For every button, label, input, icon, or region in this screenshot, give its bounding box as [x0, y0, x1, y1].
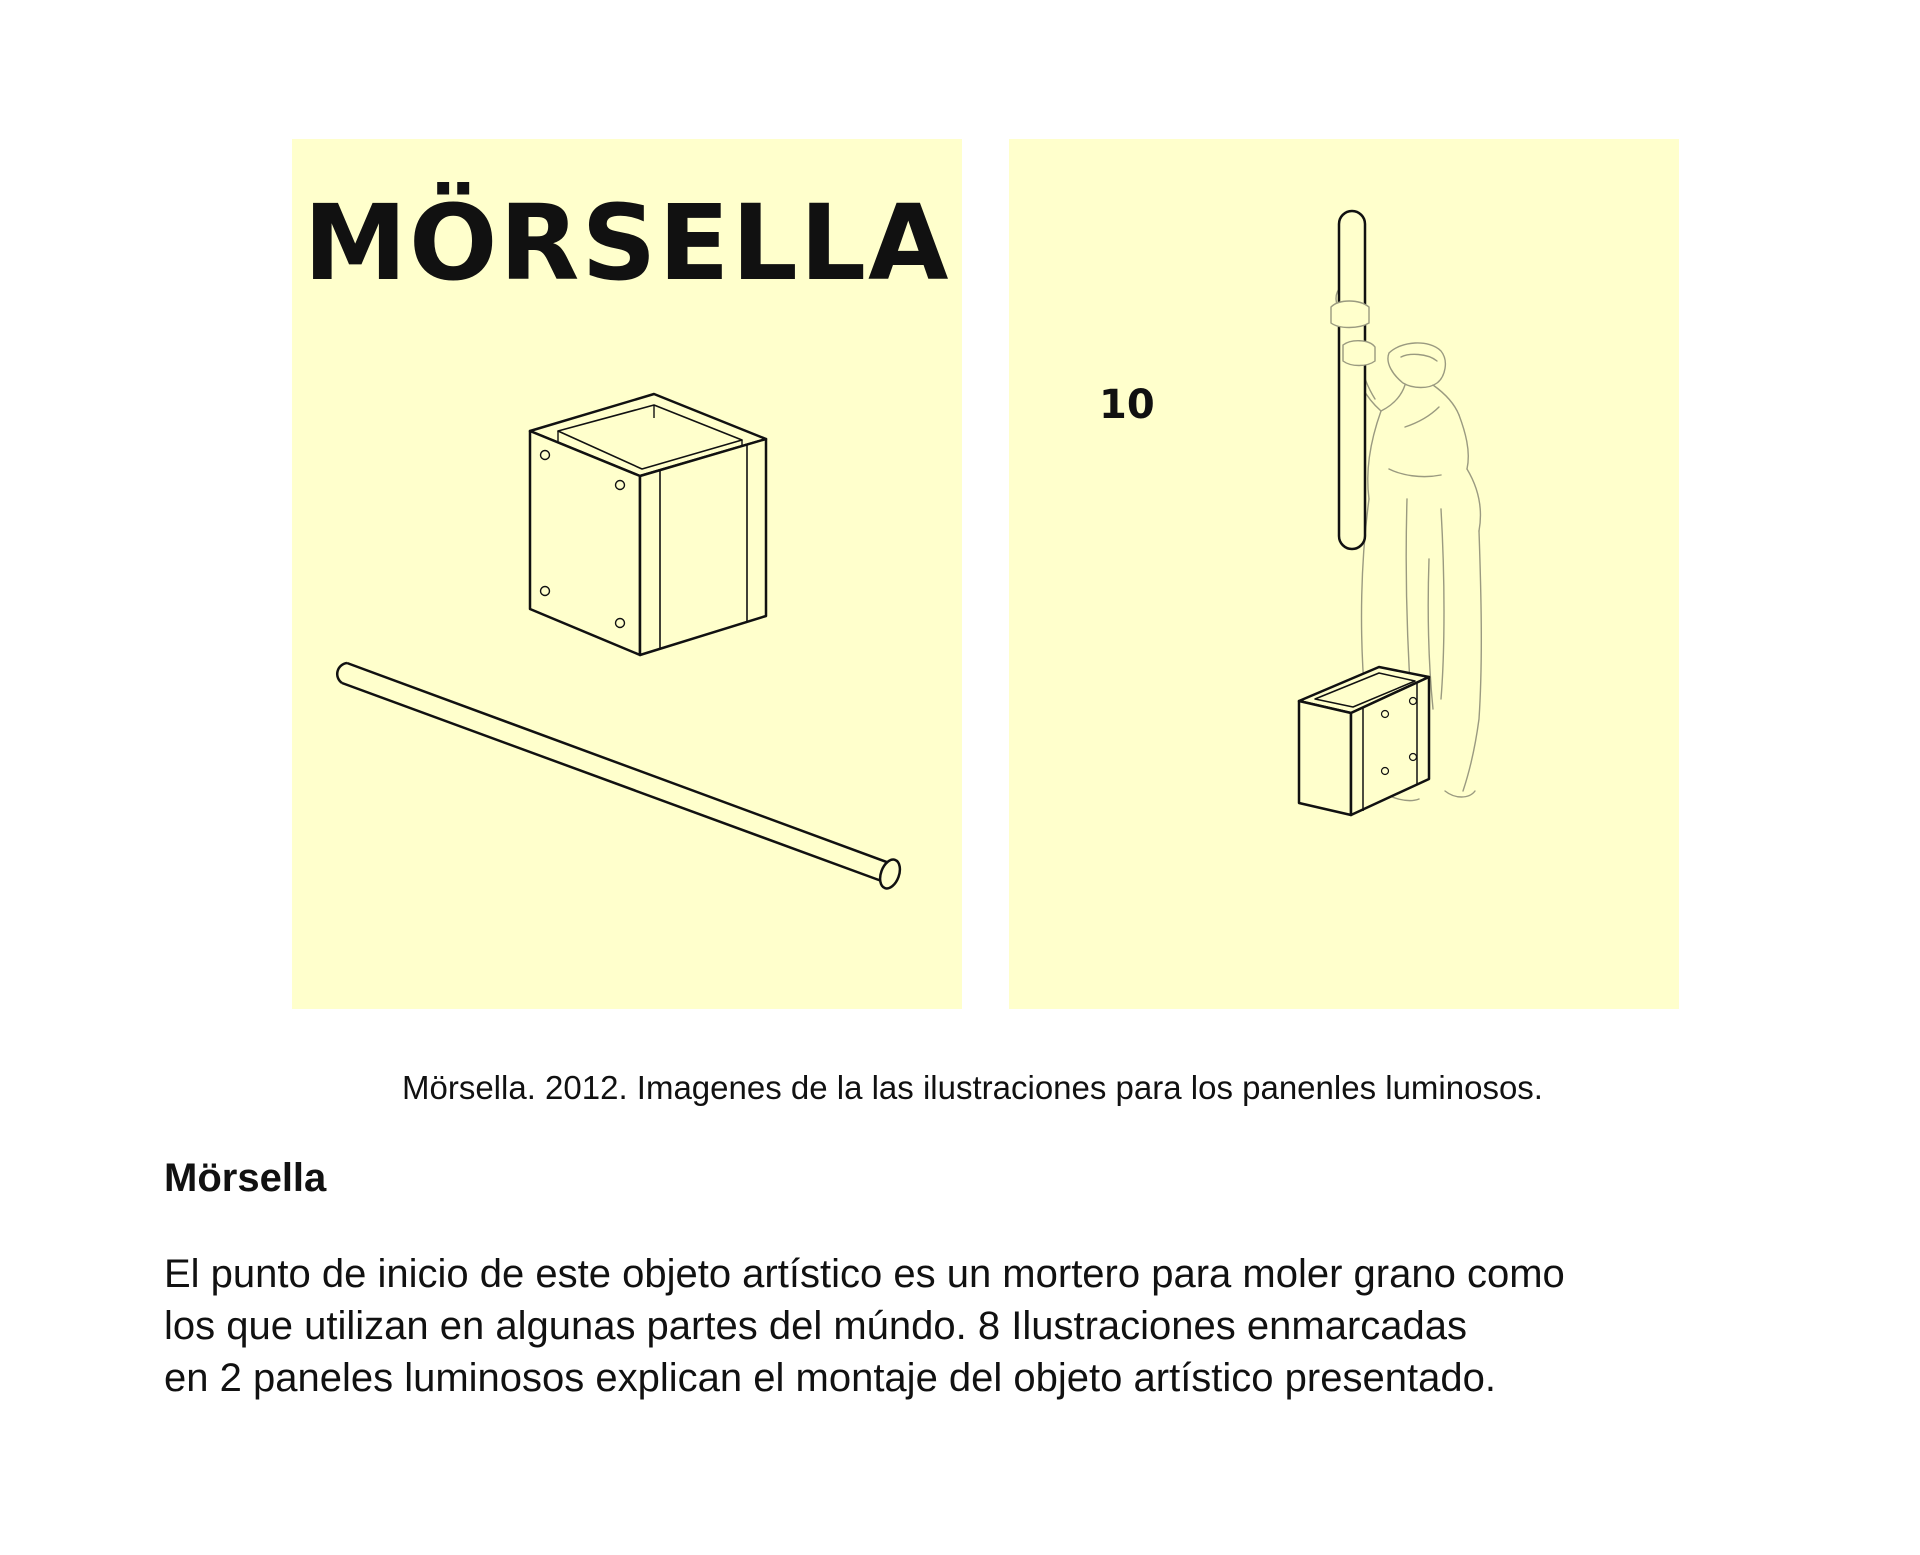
body-line: los que utilizan en algunas partes del múndo. 8 Ilustraciones enmarcadas [164, 1304, 1468, 1348]
figure-caption: Mörsella. 2012. Imagenes de la las ilustraciones para los panenles luminosos. [402, 1069, 1543, 1106]
illustration-panel-right [1009, 139, 1679, 1009]
step-number: 10 [1099, 382, 1155, 428]
illustration-panel-left [292, 139, 962, 1009]
body-line: en 2 paneles luminosos explican el montaje del objeto artístico presentado. [164, 1356, 1496, 1400]
person-pounding-mortar-icon [1009, 139, 1679, 1009]
section-heading: Mörsella [164, 1156, 327, 1200]
body-paragraph [164, 1248, 1804, 1404]
panel-title: MÖRSELLA [303, 182, 951, 304]
pole-icon [292, 139, 962, 1009]
body-line: El punto de inicio de este objeto artístico es un mortero para moler grano como [164, 1252, 1565, 1296]
